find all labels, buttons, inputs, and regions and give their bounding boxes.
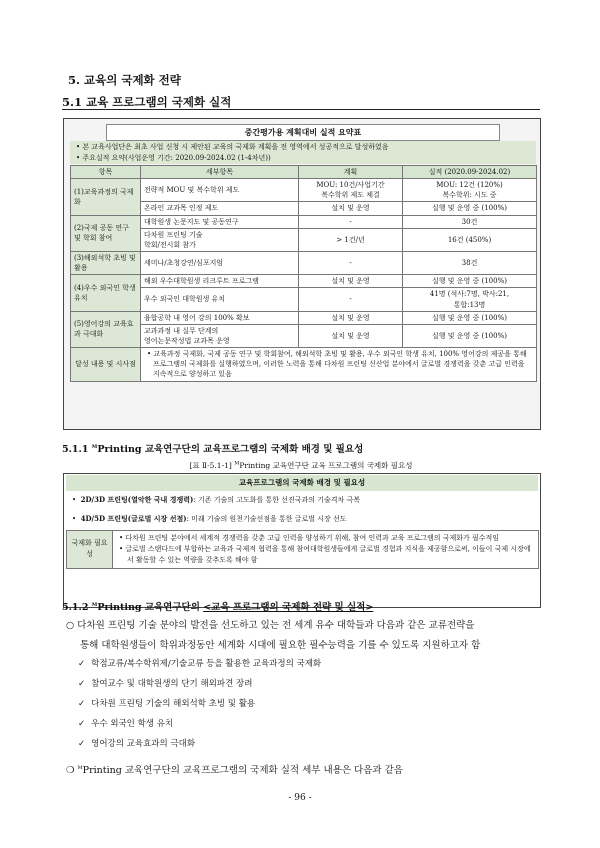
result-cell: 30건 <box>403 215 537 228</box>
category-cell: (2)국제 공동 연구 및 학회 참여 <box>71 215 141 251</box>
detail-line: 학회/전시회 참가 <box>144 240 196 249</box>
detail-cell: 세미나/초청강연/심포지엄 <box>141 251 299 274</box>
list-item-text: 영어강의 교육효과의 극대화 <box>91 739 196 749</box>
table-caption <box>62 460 540 471</box>
circle-bullet: ❍ <box>66 765 78 776</box>
plan-cell: > 1건/년 <box>299 228 403 251</box>
bullet-bold: 4D/5D 프린팅(글로벌 시장 선점) <box>80 514 187 523</box>
result-cell: 38건 <box>403 251 537 274</box>
table-row <box>71 251 537 274</box>
list-item <box>78 697 255 709</box>
table-row <box>71 215 537 228</box>
result-cell: 실행 및 운영 중 (100%) <box>403 324 537 347</box>
section-heading: 5. 교육의 국제화 전략 <box>68 73 181 87</box>
caption-number: [표 Ⅱ-5.1-1] <box>189 461 235 470</box>
superscript: M <box>91 601 98 608</box>
check-icon: ✓ <box>78 659 86 669</box>
col-header-detail: 세부항목 <box>141 166 299 179</box>
section-number: 5.1.2 <box>62 602 92 613</box>
need-item: • 다차원 프린팅 분야에서 세계적 경쟁력을 갖춘 고급 인력을 양성하기 위해, 참여 인력과 교육 프로그램의 국제화가 필수적임 <box>119 534 500 542</box>
table-row <box>67 531 539 569</box>
result-cell <box>403 288 537 311</box>
table-row <box>71 348 537 381</box>
background-title: 교육프로그램의 국제화 배경 및 필요성 <box>66 475 538 491</box>
plan-cell: - <box>299 288 403 311</box>
plan-cell: 설치 및 운영 <box>299 202 403 215</box>
result-line: 41명 (석사:7명, 박사:21, <box>429 290 510 299</box>
detail-cell <box>141 324 299 347</box>
list-item-text: 참여교수 및 대학원생의 단기 해외파견 장려 <box>91 679 253 689</box>
subsection-heading: 5.1 교육 프로그램의 국제화 실적 <box>62 95 232 109</box>
result-line: 통합:13명 <box>453 300 486 309</box>
section-title-text: Printing 교육연구단의 <box>97 602 204 613</box>
category-cell: (4)우수 외국인 학생 유치 <box>71 275 141 311</box>
table-row <box>71 275 537 288</box>
detail-cell <box>141 228 299 251</box>
check-icon: ✓ <box>78 679 86 689</box>
result-line: MOU: 12건 (120%) <box>436 181 503 190</box>
plan-cell: 설치 및 운영 <box>299 275 403 288</box>
plan-cell: 설치 및 운영 <box>299 311 403 324</box>
summary-intro <box>70 141 536 164</box>
plan-line: 복수학위 제도 체결 <box>321 191 380 200</box>
result-line: 복수학위: 시도 중 <box>442 191 497 200</box>
detail-cell: 전략적 MOU 및 복수학위 제도 <box>141 179 299 202</box>
table-header-row <box>71 166 537 179</box>
need-text: 글로벌 스탠다드에 부합하는 교육과 국제적 협력을 통해 참여대학원생들에게 글로벌 경험과 지식을 제공함으로써, 이들이 국제 시장에서 활동할 수 있는 역량을 갖추도록 해야 함 <box>125 544 531 564</box>
detail-cell: 융합공학 내 영어 강의 100% 확보 <box>141 311 299 324</box>
paragraph-line: 통해 대학원생들이 학위과정동안 세계화 시대에 필요한 필수능력을 기를 수 있도록 지원하고자 함 <box>80 640 481 651</box>
section-title-text: Printing 교육연구단의 교육프로그램의 국제화 배경 및 필요성 <box>97 444 364 455</box>
heading-underline <box>62 109 540 110</box>
result-cell <box>403 179 537 202</box>
table-row <box>71 228 537 251</box>
background-bullet: • 2D/3D 프린팅(열악한 국내 경쟁력): 기존 기술의 고도화를 통한 선진국과의 기술격차 극복 <box>72 495 361 504</box>
table-row <box>71 288 537 311</box>
result-cell: 16건 (450%) <box>403 228 537 251</box>
plan-cell: - <box>299 215 403 228</box>
detail-cell: 온라인 교과목 인정 제도 <box>141 202 299 215</box>
list-item-text: 우수 외국인 학생 유치 <box>91 719 174 729</box>
need-item: • 글로벌 스탠다드에 부합하는 교육과 국제적 협력을 통해 참여대학원생들에게 글로벌 경험과 지식을 제공함으로써, 이들이 국제 시장에서 활동할 수 있는 역량을 갖추도록 해야 함 <box>119 544 531 564</box>
summary-title: 중간평가용 계획대비 실적 요약표 <box>106 124 500 141</box>
superscript: M <box>91 443 98 450</box>
background-bullet: • 4D/5D 프린팅(글로벌 시장 선점): 미래 기술의 원천기술선점을 통한 글로벌 시장 선도 <box>72 514 347 523</box>
table-row <box>71 324 537 347</box>
plan-cell: - <box>299 251 403 274</box>
section-title-underlined: <교육 프로그램의 국제화 전략 및 실적> <box>203 602 374 613</box>
plan-cell: 설치 및 운영 <box>299 324 403 347</box>
intro-line-2: • 주요실적 요약(사업운영 기간: 2020.09-2024.02 (1-4차년)) <box>76 154 271 162</box>
check-icon: ✓ <box>78 699 86 709</box>
page-number: - 96 - <box>288 793 312 803</box>
achievement-text: 교육과정 국제화, 국제 공동 연구 및 학회참여, 해외석학 초빙 및 활용, 우수 외국인 학생 유치, 100% 영어강의 제공을 통해 프로그램의 국제화를 실행하였으며, 이러한 노력을 통해 다차원 프린팅 신산업 분야에서 글로벌 경쟁력을 갖춘 고급 인력을 지속적으로 양성하고 있음 <box>153 350 527 379</box>
bullet-bold: 2D/3D 프린팅(열악한 국내 경쟁력) <box>80 495 194 504</box>
table-row <box>71 202 537 215</box>
bullet-text: : 미래 기술의 원천기술선점을 통한 글로벌 시장 선도 <box>186 515 347 523</box>
section-number: 5.1.1 <box>62 444 92 455</box>
summary-table <box>70 165 537 382</box>
paragraph-line: ○ 다차원 프린팅 기술 분야의 발전을 선도하고 있는 전 세계 유수 대학들과 다음과 같은 교류전략을 <box>66 620 475 631</box>
detail-cell: 대학원생 논문지도 및 공동연구 <box>141 215 299 228</box>
caption-text: Printing 교육연구단 교육 프로그램의 국제화 필요성 <box>239 461 413 470</box>
check-icon: ✓ <box>78 719 86 729</box>
result-cell: 실행 및 운영 중 (100%) <box>403 202 537 215</box>
superscript: M <box>77 764 83 771</box>
detail-line: 교과과정 내 실무 단계의 <box>144 326 219 335</box>
plan-cell <box>299 179 403 202</box>
result-cell: 실행 및 운영 중 (100%) <box>403 311 537 324</box>
plan-line: MOU: 10건/사업기간 <box>316 181 385 190</box>
list-item <box>78 657 321 669</box>
table-row <box>71 179 537 202</box>
check-icon: ✓ <box>78 739 86 749</box>
result-cell: 실행 및 운영 중 (100%) <box>403 275 537 288</box>
table-row <box>71 311 537 324</box>
intro-line-1: • 본 교육사업단은 최초 사업 신청 시 제안된 교육의 국제화 계획을 전 영역에서 성공적으로 달성하였음 <box>76 143 389 151</box>
need-text: 다차원 프린팅 분야에서 세계적 경쟁력을 갖춘 고급 인력을 양성하기 위해, 참여 인력과 교육 프로그램의 국제화가 필수적임 <box>125 534 500 542</box>
col-header-result: 실적 (2020.09-2024.02) <box>403 166 537 179</box>
achievement-cell: • 교육과정 국제화, 국제 공동 연구 및 학회참여, 해외석학 초빙 및 활용, 우수 외국인 학생 유치, 100% 영어강의 제공을 통해 프로그램의 국제화를 실행하였으며, 이러한 노력을 통해 다차원 프린팅 신산업 분야에서 글로벌 경쟁력을 갖춘 고급 인력을 지속적으로 양성하고 있음 <box>141 348 537 381</box>
need-table <box>66 530 539 569</box>
list-item <box>78 737 195 749</box>
detail-cell: 해외 우수대학원생 리크루트 프로그램 <box>141 275 299 288</box>
paragraph-line <box>66 762 403 776</box>
section-5-1-2-title <box>62 599 373 613</box>
need-content <box>113 531 539 569</box>
list-item-text: 다차원 프린팅 기술의 해외석학 초빙 및 활용 <box>91 699 256 709</box>
category-cell: (1)교육과정의 국제화 <box>71 179 141 215</box>
section-5-1-1-title <box>62 441 363 455</box>
bullet-text: : 기존 기술의 고도화를 통한 선진국과의 기술격차 극복 <box>193 496 361 504</box>
category-cell: 달성 내용 및 시사점 <box>71 348 141 381</box>
category-cell: (3)해외석학 초빙 및 활용 <box>71 251 141 274</box>
detail-line: 영어논문작성법 교과목 운영 <box>144 336 230 345</box>
col-header-item: 항목 <box>71 166 141 179</box>
category-cell: (5)영어강의 교육효과 극대화 <box>71 311 141 347</box>
paragraph-text: Printing 교육연구단의 교육프로그램의 국제화 실적 세부 내용은 다음과 같음 <box>82 765 403 776</box>
col-header-plan: 계획 <box>299 166 403 179</box>
list-item <box>78 677 252 689</box>
list-item <box>78 717 173 729</box>
superscript: M <box>234 460 240 467</box>
detail-cell: 우수 외국인 대학원생 유치 <box>141 288 299 311</box>
need-label: 국제화 필요성 <box>67 531 113 569</box>
list-item-text: 학점교류/복수학위제/기술교류 등을 활용한 교육과정의 국제화 <box>91 659 322 669</box>
detail-line: 다차원 프린팅 기술 <box>144 230 203 239</box>
